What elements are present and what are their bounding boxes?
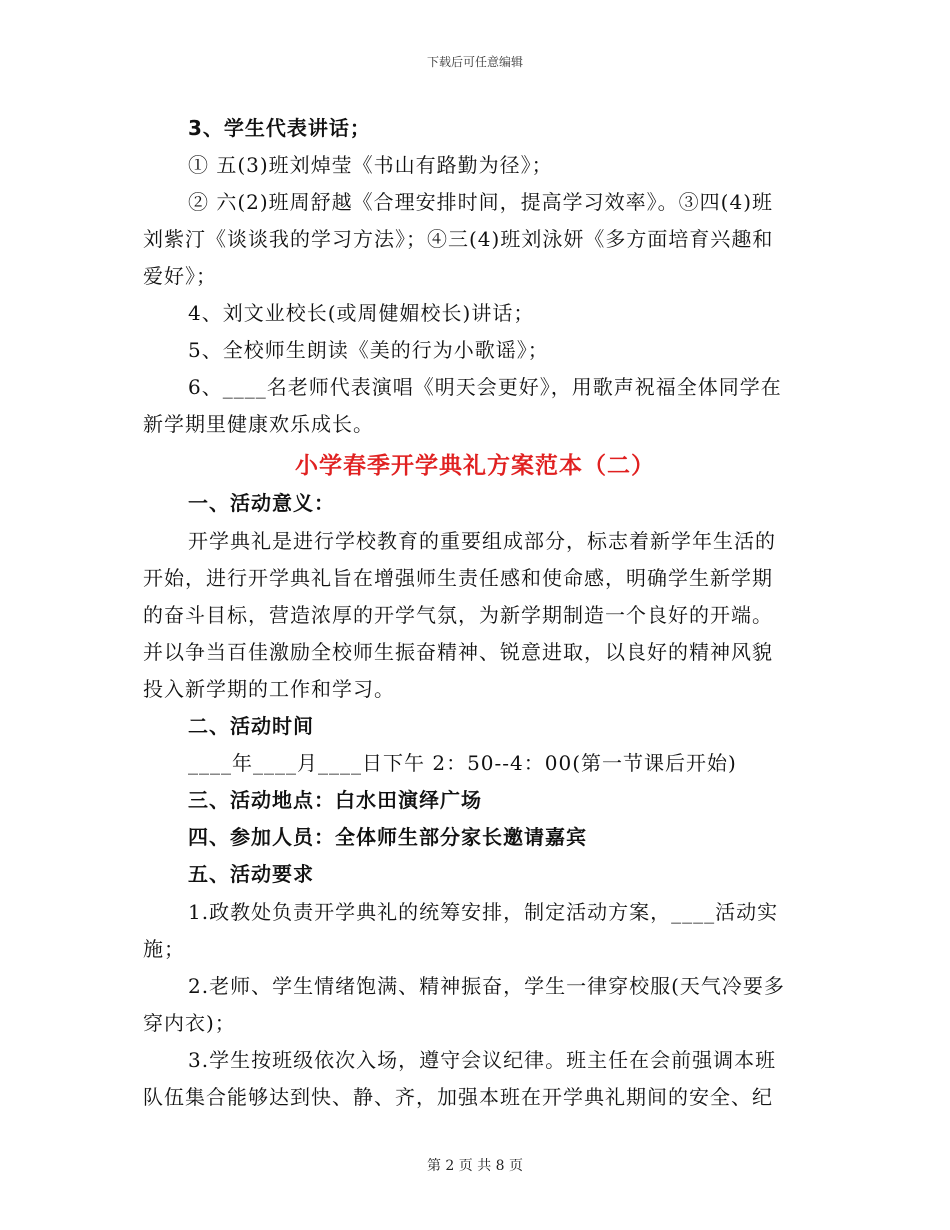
- heading-requirements: 五、活动要求: [188, 862, 314, 886]
- heading-participants: 四、参加人员：全体师生部分家长邀请嘉宾: [188, 825, 587, 849]
- item-5: 5、全校师生朗读《美的行为小歌谣》；: [188, 338, 549, 362]
- speech-item-continued: 刘紫汀《谈谈我的学习方法》；④三(4)班刘泳妍《多方面培育兴趣和: [143, 227, 774, 251]
- speech-item-end: 爱好》；: [143, 264, 217, 288]
- page-number: 第 2 页 共 8 页: [426, 1158, 524, 1174]
- requirement-1-continued: 施；: [143, 937, 185, 961]
- header-note: 下载后可任意编辑: [426, 55, 523, 69]
- item-6: 6、____名老师代表演唱《明天会更好》，用歌声祝福全体同学在: [188, 375, 782, 399]
- section-title: 小学春季开学典礼方案范本（二）: [295, 453, 655, 479]
- requirement-1: 1.政教处负责开学典礼的统筹安排，制定活动方案，____活动实: [188, 900, 779, 924]
- speech-item-2: ② 六(2)班周舒越《合理安排时间，提高学习效率》。③四(4)班: [188, 190, 774, 214]
- paragraph-line: 开始，进行开学典礼旨在增强师生责任感和使命感，明确学生新学期: [143, 566, 773, 590]
- activity-time: ____年____月____日下午 2：50--4：00(第一节课后开始): [188, 751, 737, 775]
- requirement-3-continued: 队伍集合能够达到快、静、齐，加强本班在开学典礼期间的安全、纪: [143, 1085, 773, 1109]
- requirement-3: 3.学生按班级依次入场，遵守会议纪律。班主任在会前强调本班: [188, 1048, 777, 1072]
- speech-item-1: ① 五(3)班刘焯莹《书山有路勤为径》；: [188, 153, 553, 177]
- item-3-heading: 3、学生代表讲话；: [188, 116, 371, 140]
- heading-location: 三、活动地点：白水田演绎广场: [188, 788, 482, 812]
- paragraph-line: 并以争当百佳激励全校师生振奋精神、锐意进取，以良好的精神风貌: [143, 640, 773, 664]
- item-4: 4、刘文业校长(或周健媚校长)讲话；: [188, 301, 535, 325]
- paragraph-line: 的奋斗目标，营造浓厚的开学气氛，为新学期制造一个良好的开端。: [143, 603, 773, 627]
- item-6-continued: 新学期里健康欢乐成长。: [143, 412, 374, 436]
- heading-meaning: 一、活动意义：: [188, 491, 335, 515]
- requirement-2: 2.老师、学生情绪饱满、精神振奋，学生一律穿校服(天气冷要多: [188, 974, 785, 998]
- requirement-2-continued: 穿内衣)；: [143, 1011, 236, 1035]
- paragraph-line: 开学典礼是进行学校教育的重要组成部分，标志着新学年生活的: [188, 529, 776, 553]
- heading-time: 二、活动时间: [188, 714, 314, 738]
- paragraph-line: 投入新学期的工作和学习。: [143, 677, 395, 701]
